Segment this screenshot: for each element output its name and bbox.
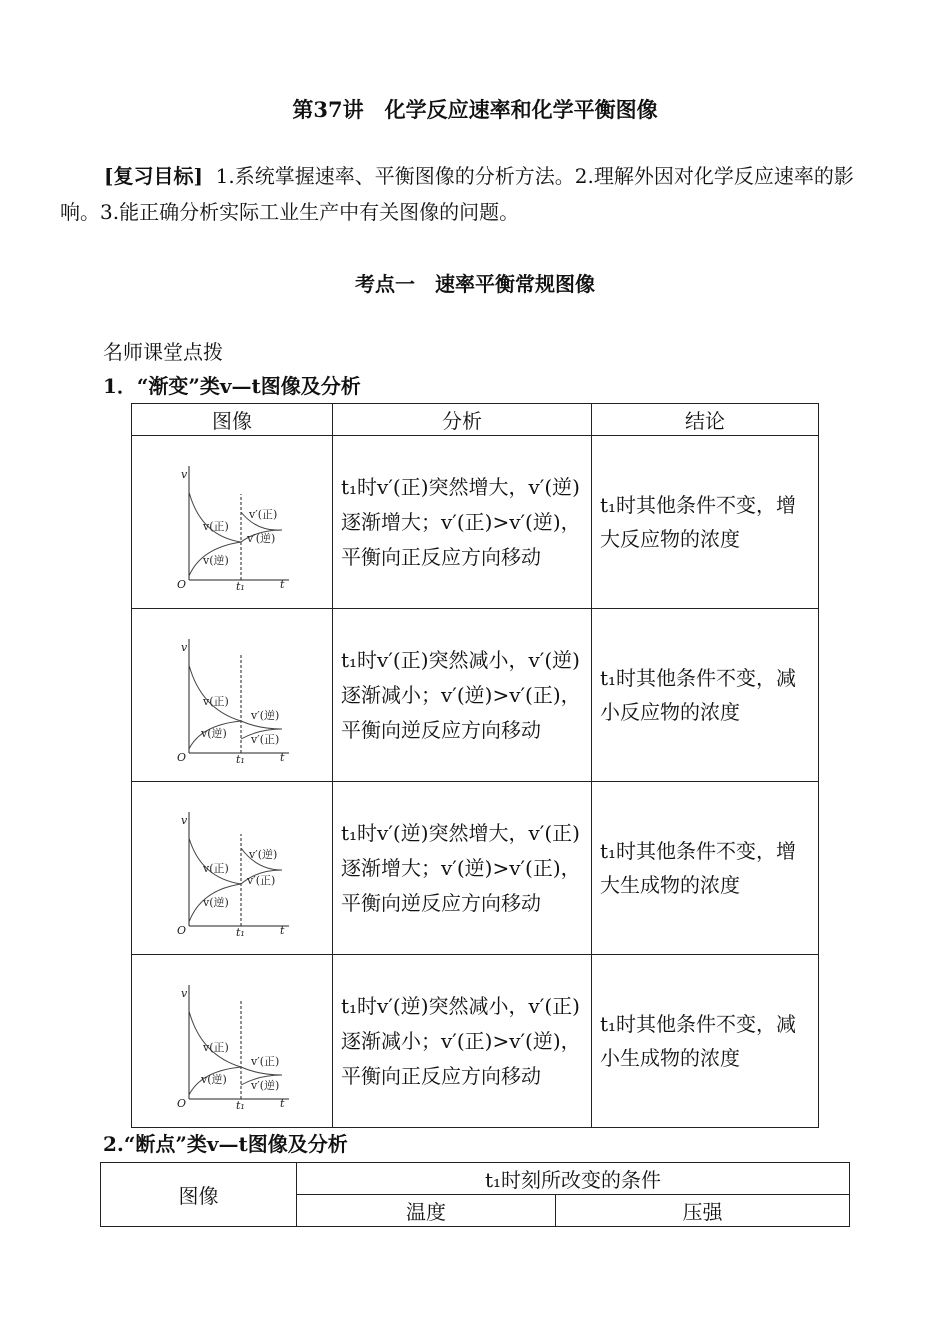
origin-label: O <box>177 751 187 764</box>
label-after-bottom: v′(逆) <box>251 1079 280 1092</box>
label-after-bottom: v′(正) <box>251 733 280 746</box>
label-after-bottom: v′(逆) <box>247 532 276 545</box>
label-after-top: v′(逆) <box>251 709 280 722</box>
table1-header-conclusion: 结论 <box>592 404 819 436</box>
axis-x-label: t <box>280 578 285 591</box>
table2-header-condition: t₁时刻所改变的条件 <box>297 1163 850 1195</box>
label-after-bottom: v′(正) <box>247 874 276 887</box>
table2-header-temperature: 温度 <box>297 1195 556 1227</box>
table1-header-row <box>132 404 819 436</box>
goal-label: [复习目标] <box>104 164 203 188</box>
table-row <box>132 955 819 1128</box>
curve-forward <box>189 838 241 884</box>
table1-header-analysis: 分析 <box>333 404 592 436</box>
page-title: 第37讲 化学反应速率和化学平衡图像 <box>292 97 658 122</box>
analysis-cell: t₁时v′(正)突然增大，v′(逆)逐渐增大；v′(正)>v′(逆)，平衡向正反应方向移动 <box>333 436 592 609</box>
table2-header-row <box>101 1163 850 1195</box>
breakpoint-table <box>100 1162 850 1227</box>
item1-title: 1．“渐变”类v—t图像及分析 <box>103 374 361 398</box>
review-goals <box>60 158 892 230</box>
table-row <box>132 609 819 782</box>
section-heading: 考点一 速率平衡常规图像 <box>355 272 595 296</box>
table-row <box>132 436 819 609</box>
origin-label: O <box>177 1097 187 1110</box>
label-after-top: v′(正) <box>251 1055 280 1068</box>
analysis-cell: t₁时v′(正)突然减小，v′(逆)逐渐减小；v′(逆)>v′(正)，平衡向逆反应方向移动 <box>333 609 592 782</box>
label-after-top: v′(正) <box>249 508 278 521</box>
t1-label: t₁ <box>236 753 245 765</box>
vt-graph-1 <box>167 452 297 592</box>
origin-label: O <box>177 578 187 591</box>
origin-label: O <box>177 924 187 937</box>
graph-cell <box>132 955 333 1128</box>
axis-y-label: v <box>181 814 188 827</box>
graph-cell <box>132 609 333 782</box>
label-low: v(逆) <box>203 896 229 909</box>
axis-y-label: v <box>181 987 188 1000</box>
table2-header-pressure: 压强 <box>556 1195 850 1227</box>
analysis-cell: t₁时v′(逆)突然减小，v′(正)逐渐减小；v′(正)>v′(逆)，平衡向正反应方向移动 <box>333 955 592 1128</box>
graph-cell <box>132 782 333 955</box>
conclusion-cell: t₁时其他条件不变，增大反应物的浓度 <box>592 436 819 609</box>
conclusion-cell: t₁时其他条件不变，减小生成物的浓度 <box>592 955 819 1128</box>
subheading: 名师课堂点拨 <box>103 340 223 364</box>
axis-x-label: t <box>280 1097 285 1110</box>
graph-cell <box>132 436 333 609</box>
curve-forward-new <box>241 1067 282 1075</box>
label-high: v(正) <box>203 520 229 533</box>
vt-graph-4 <box>167 971 297 1111</box>
gradual-change-table <box>131 403 819 1128</box>
label-high: v(正) <box>203 1041 229 1054</box>
curve-forward <box>189 665 241 721</box>
curve-forward <box>189 492 241 542</box>
axis-x-label: t <box>280 751 285 764</box>
t1-label: t₁ <box>236 1099 245 1111</box>
label-high: v(正) <box>203 862 229 875</box>
goal-text: 1.系统掌握速率、平衡图像的分析方法。2.理解外因对化学反应速率的影响。3.能正确分析实际工业生产中有关图像的问题。 <box>60 164 854 224</box>
label-low: v(逆) <box>201 727 227 740</box>
label-after-top: v′(逆) <box>249 848 278 861</box>
table2-header-image: 图像 <box>101 1163 297 1227</box>
curve-forward <box>189 1011 241 1067</box>
vt-graph-3 <box>167 798 297 938</box>
table-row <box>132 782 819 955</box>
conclusion-cell: t₁时其他条件不变，增大生成物的浓度 <box>592 782 819 955</box>
analysis-cell: t₁时v′(逆)突然增大，v′(正)逐渐增大；v′(逆)>v′(正)，平衡向逆反应方向移动 <box>333 782 592 955</box>
axis-x-label: t <box>280 924 285 937</box>
label-low: v(逆) <box>203 554 229 567</box>
curve-reverse-new <box>241 721 282 729</box>
conclusion-cell: t₁时其他条件不变，减小反应物的浓度 <box>592 609 819 782</box>
vt-graph-2 <box>167 625 297 765</box>
axis-y-label: v <box>181 468 188 481</box>
axis-y-label: v <box>181 641 188 654</box>
label-high: v(正) <box>203 695 229 708</box>
label-low: v(逆) <box>201 1073 227 1086</box>
table1-header-image: 图像 <box>132 404 333 436</box>
item2-title: 2.“断点”类v—t图像及分析 <box>103 1132 348 1156</box>
t1-label: t₁ <box>236 926 245 938</box>
t1-label: t₁ <box>236 580 245 592</box>
